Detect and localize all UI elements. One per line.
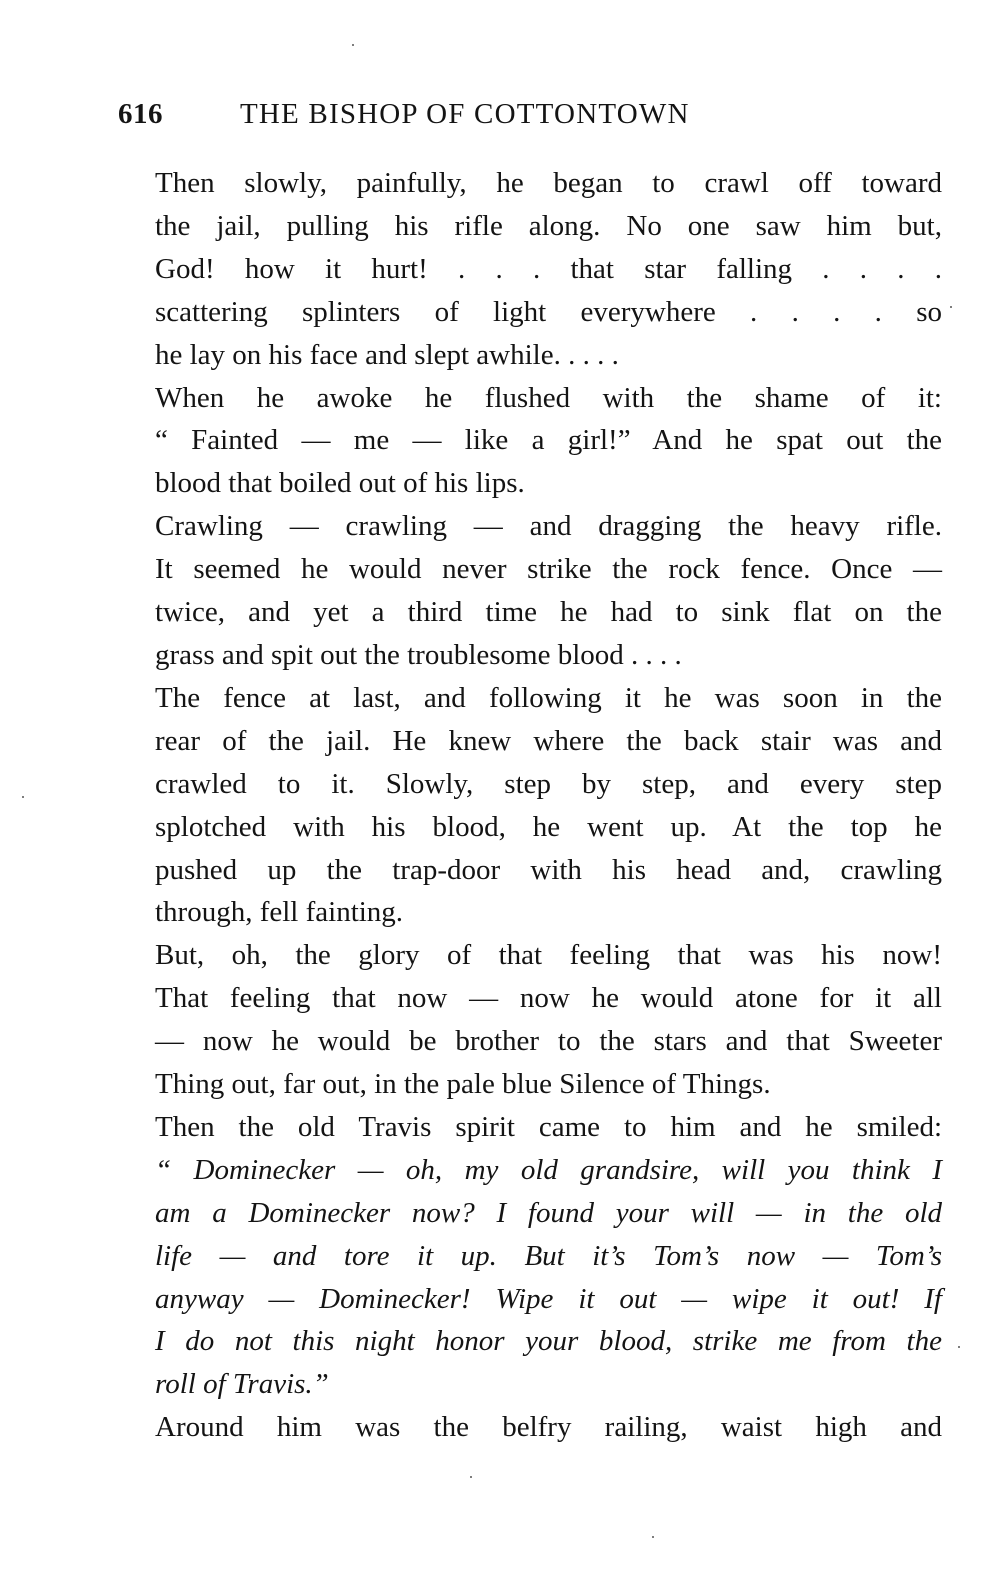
text-line: “ Fainted — me — like a girl!” And he spat out the bbox=[155, 424, 942, 457]
scan-speck bbox=[22, 796, 24, 798]
text-line: rear of the jail. He knew where the back stair was and bbox=[155, 724, 942, 757]
text-line: That feeling that now — now he would atone for it all bbox=[155, 982, 942, 1015]
page-number: 616 bbox=[118, 98, 163, 130]
text-line: life — and tore it up. But it’s Tom’s now — Tom’s bbox=[155, 1239, 942, 1272]
text-line: am a Dominecker now? I found your will — in the old bbox=[155, 1196, 942, 1229]
scan-speck bbox=[958, 1346, 960, 1348]
running-head bbox=[118, 98, 942, 142]
text-line: The fence at last, and following it he was soon in the bbox=[155, 681, 942, 714]
text-line: It seemed he would never strike the rock fence. Once — bbox=[155, 553, 942, 586]
paragraph-2 bbox=[118, 377, 942, 506]
text-line: twice, and yet a third time he had to sink flat on the bbox=[155, 596, 942, 629]
text-line: roll of Travis.” bbox=[155, 1368, 329, 1401]
text-line: scattering splinters of light everywhere . . . . so bbox=[155, 295, 942, 328]
scan-speck bbox=[652, 1536, 654, 1538]
text-line: anyway — Dominecker! Wipe it out — wipe it out! If bbox=[155, 1282, 942, 1315]
scan-speck bbox=[470, 1476, 472, 1478]
paragraph-3 bbox=[118, 505, 942, 677]
text-line: Then the old Travis spirit came to him and he smiled: bbox=[155, 1110, 942, 1143]
body-text bbox=[118, 162, 942, 1449]
text-line: God! how it hurt! . . . that star falling . . . . bbox=[155, 252, 942, 285]
scan-speck bbox=[352, 44, 354, 46]
text-line: — now he would be brother to the stars and that Sweeter bbox=[155, 1025, 942, 1058]
text-line: I do not this night honor your blood, strike me from the bbox=[155, 1325, 942, 1358]
text-line: Thing out, far out, in the pale blue Silence of Things. bbox=[155, 1068, 771, 1101]
text-line: blood that boiled out of his lips. bbox=[155, 467, 525, 500]
text-line: he lay on his face and slept awhile. . . . . bbox=[155, 338, 619, 371]
book-title: THE BISHOP OF COTTONTOWN bbox=[240, 98, 690, 130]
paragraph-6 bbox=[118, 1106, 942, 1406]
text-line: crawled to it. Slowly, step by step, and every step bbox=[155, 767, 942, 800]
text-line: splotched with his blood, he went up. At the top he bbox=[155, 810, 942, 843]
text-line: Around him was the belfry railing, waist high and bbox=[155, 1411, 942, 1444]
text-line: “ Dominecker — oh, my old grandsire, will you think I bbox=[155, 1153, 942, 1186]
text-line: When he awoke he flushed with the shame of it: bbox=[155, 381, 942, 414]
text-line: Then slowly, painfully, he began to crawl off toward bbox=[155, 167, 942, 199]
paragraph-1 bbox=[118, 162, 942, 377]
book-page bbox=[118, 98, 942, 1449]
paragraph-5 bbox=[118, 934, 942, 1106]
text-line: through, fell fainting. bbox=[155, 896, 404, 929]
scan-speck bbox=[950, 306, 952, 308]
text-line: pushed up the trap-door with his head and, crawling bbox=[155, 853, 942, 886]
text-line: grass and spit out the troublesome blood . . . . bbox=[155, 638, 682, 671]
text-line: Crawling — crawling — and dragging the heavy rifle. bbox=[155, 510, 942, 543]
paragraph-7 bbox=[118, 1406, 942, 1449]
paragraph-4 bbox=[118, 677, 942, 934]
text-line: the jail, pulling his rifle along. No one saw him but, bbox=[155, 209, 942, 242]
text-line: But, oh, the glory of that feeling that was his now! bbox=[155, 939, 942, 972]
